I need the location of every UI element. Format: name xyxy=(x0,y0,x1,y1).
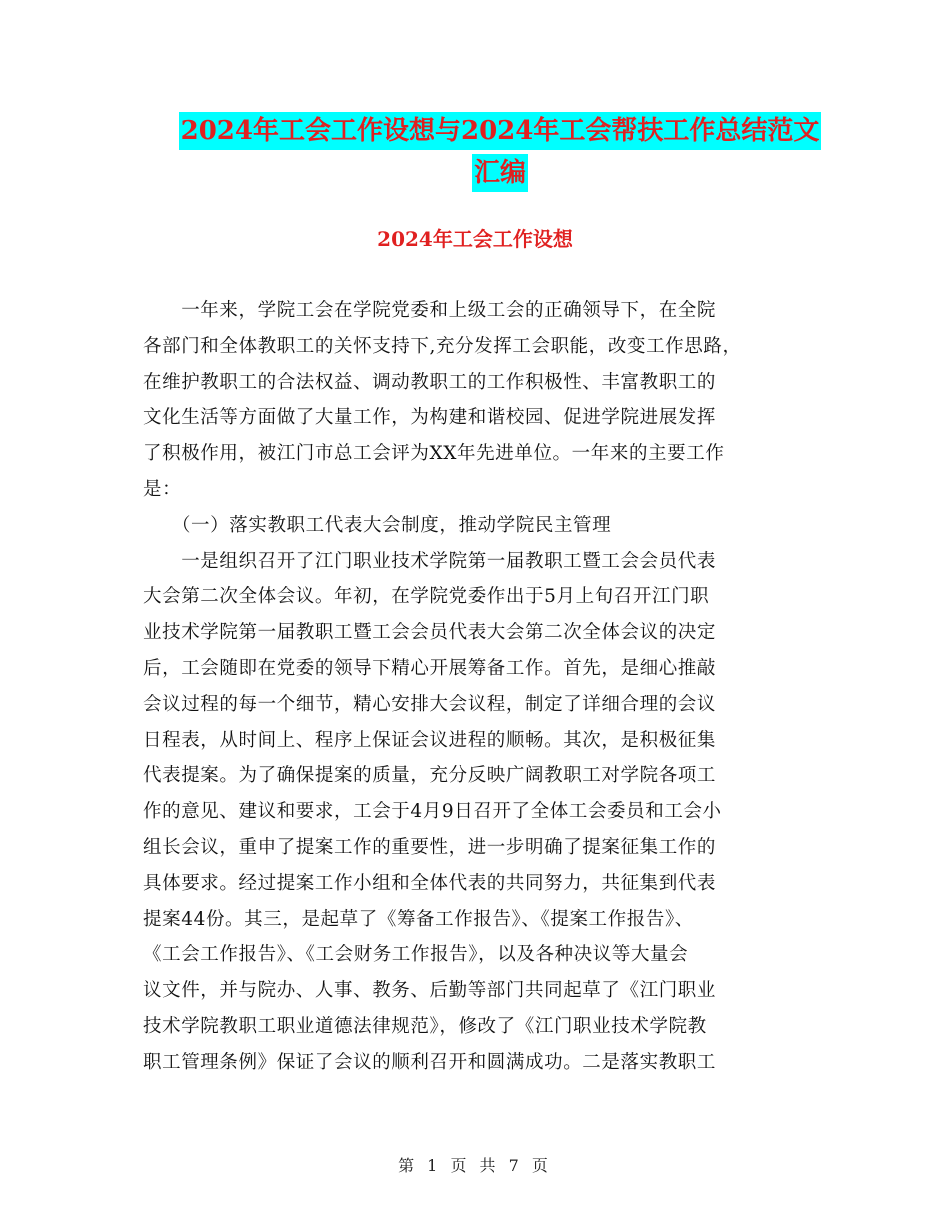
body-line: 技术学院教职工职业道德法律规范》，修改了《江门职业技术学院教 xyxy=(143,1015,707,1037)
body-paragraphs xyxy=(143,293,813,1081)
body-line: 会议过程的每一个细节，精心安排大会议程，制定了详细合理的会议 xyxy=(143,693,717,715)
body-line: 后，工会随即在党委的领导下精心开展筹备工作。首先，是细心推敲 xyxy=(143,657,717,679)
body-line: 提案44份。其三，是起草了《筹备工作报告》、《提案工作报告》、 xyxy=(143,908,694,930)
body-line: 了积极作用，被江门市总工会评为XX年先进单位。一年来的主要工作 xyxy=(143,443,725,465)
body-line: 一年来，学院工会在学院党委和上级工会的正确领导下，在全院 xyxy=(143,300,717,321)
body-line: 作的意见、建议和要求，工会于4月9日召开了全体工会委员和工会小 xyxy=(143,801,722,823)
section-heading: 2024年工会工作设想 xyxy=(377,227,573,251)
page-footer: 第 1 页 共 7 页 xyxy=(398,1156,552,1175)
body-line: 日程表，从时间上、程序上保证会议进程的顺畅。其次，是积极征集 xyxy=(143,729,717,751)
document-title xyxy=(140,112,860,192)
body-line: 组长会议，重申了提案工作的重要性，进一步明确了提案征集工作的 xyxy=(143,836,717,858)
body-line: 一是组织召开了江门职业技术学院第一届教职工暨工会会员代表 xyxy=(143,550,717,572)
body-line: （一）落实教职工代表大会制度，推动学院民主管理 xyxy=(143,514,612,536)
body-line: 《工会工作报告》、《工会财务工作报告》，以及各种决议等大量会 xyxy=(143,944,689,966)
body-line: 代表提案。为了确保提案的质量，充分反映广阔教职工对学院各项工 xyxy=(143,765,717,787)
body-line: 业技术学院第一届教职工暨工会会员代表大会第二次全体会议的决定 xyxy=(143,622,717,644)
body-line: 是： xyxy=(143,478,182,500)
body-line: 大会第二次全体会议。年初，在学院党委作出于5月上旬召开江门职 xyxy=(143,586,710,608)
body-line: 具体要求。经过提案工作小组和全体代表的共同努力，共征集到代表 xyxy=(143,872,717,894)
body-line: 文化生活等方面做了大量工作，为构建和谐校园、促进学院进展发挥 xyxy=(143,407,717,429)
title-line-2: 汇编 xyxy=(472,154,528,192)
body-line: 在维护教职工的合法权益、调动教职工的工作积极性、丰富教职工的 xyxy=(143,371,717,393)
body-line: 议文件，并与院办、人事、教务、后勤等部门共同起草了《江门职业 xyxy=(143,980,717,1002)
body-line: 职工管理条例》保证了会议的顺利召开和圆满成功。二是落实教职工 xyxy=(143,1051,717,1073)
body-line: 各部门和全体教职工的关怀支持下,充分发挥工会职能，改变工作思路， xyxy=(143,335,742,357)
title-line-1: 2024年工会工作设想与2024年工会帮扶工作总结范文 xyxy=(179,112,822,150)
